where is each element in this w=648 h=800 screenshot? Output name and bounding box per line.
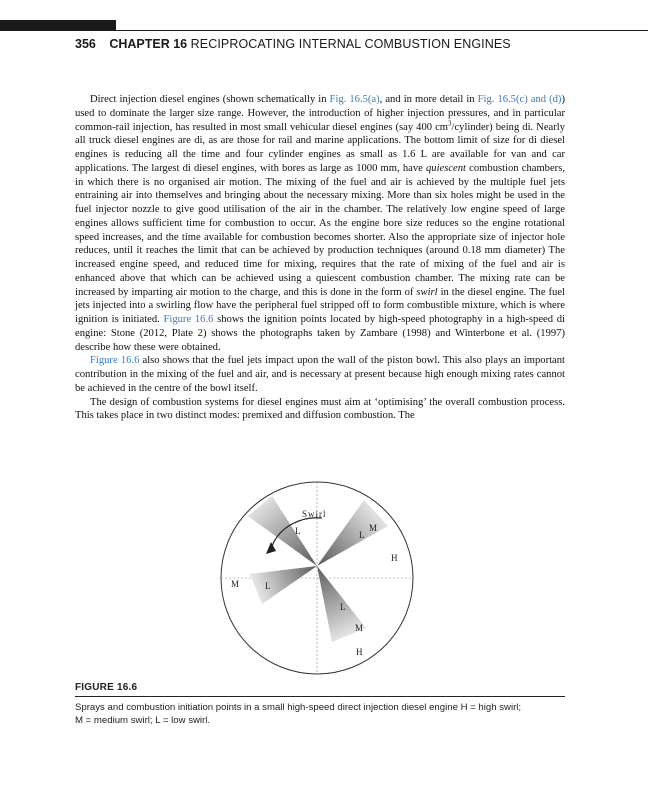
point-upper-right-M: M bbox=[369, 523, 378, 533]
paragraph-2 bbox=[75, 354, 565, 395]
text-run: combustion chambers, in which there is no organised air motion. The mixing of the fuel and air is achieved by the multiple fuel jets entraining air into themselves and bringing about the necessary mixing. More than six holes might be used in the fuel injector nozzle to give good utilisation of the air in the chamber. The relatively low engine speed of large engines allows sufficient time for combustion to occur. As the engine bore size reduces so the engine rotational speed increases, and the time available for combustion becomes shorter. Also the appropriate size of injector hole reduces, until it reaches the limit that can be achieved by production techniques (around 0.18 mm diameter) The increased engine speed, and reduced time for mixing, requires that the rate of mixing of the fuel and air is enhanced above that which can be achieved using a quiescent combustion chamber. The mixing rate can be increased by imparting air motion to the charge, and this is done in the form of bbox=[75, 162, 565, 298]
point-upper-left-L: L bbox=[295, 526, 301, 536]
text-run: shows the ignition points located by high-speed photography in a high-speed di engine: Stone (2012, Plate 2) shows the photographs taken by Zambare (1998) and Winterbone et al. (1997) describe how these were obtained. bbox=[75, 314, 565, 353]
point-lower-L: L bbox=[340, 602, 346, 612]
text-run: The design of combustion systems for diesel engines must aim at ‘optimising’ the overall combustion process. This takes place in two distinct modes: premixed and diffusion combustion. The bbox=[75, 396, 565, 422]
text-run: ) used to dominate the larger size range. However, the introduction of higher injection pressures, and in particular common-rail injection, has resulted in most small vehicular diesel engines (say 400 cm bbox=[75, 94, 565, 133]
spray-left bbox=[250, 566, 317, 604]
emphasis-swirl: swirl bbox=[416, 286, 438, 298]
spray-upper-right bbox=[317, 500, 388, 566]
text-run: Direct injection diesel engines (shown schematically in bbox=[90, 94, 330, 105]
chapter-title: RECIPROCATING INTERNAL COMBUSTION ENGINES bbox=[190, 37, 511, 51]
point-left-M: M bbox=[231, 579, 240, 589]
body-text bbox=[75, 93, 565, 423]
chapter-label: CHAPTER 16 bbox=[109, 37, 188, 51]
page-number: 356 bbox=[75, 37, 96, 51]
paragraph-1 bbox=[75, 93, 565, 354]
point-lower-M: M bbox=[355, 623, 364, 633]
superscript: 3 bbox=[448, 118, 452, 127]
text-run: in the diesel engine. The fuel jets injected into a swirling flow have the peripheral fuel stripped off to form combustible mixture, which is where ignition is initiated. bbox=[75, 286, 566, 325]
point-left-L: L bbox=[265, 581, 271, 591]
fig-16-5cd-link[interactable]: Fig. 16.5(c) and (d) bbox=[477, 94, 562, 105]
figure-label: FIGURE 16.6 bbox=[75, 682, 138, 693]
header-rule bbox=[116, 30, 648, 31]
figure-diagram bbox=[210, 480, 428, 678]
point-upper-right-L: L bbox=[359, 530, 365, 540]
text-run: also shows that the fuel jets impact upon the wall of the piston bowl. This also plays an important contribution in the mixing of the fuel and air, and is necessary at present because high enough mixing rates cannot be achieved in the centre of the bowl itself. bbox=[75, 355, 565, 394]
emphasis-quiescent: quiescent bbox=[425, 162, 466, 174]
caption-rule bbox=[75, 696, 565, 697]
text-run: /cylinder) being di. Nearly all truck diesel engines are di, as are those for rail and marine applications. The bottom limit of size for di diesel engines is reducing all the time and four cylinder engines as small as 1.6 L are available for van and car applications. The largest di diesel engines, with bores as large as 1000 mm, have bbox=[75, 121, 566, 174]
point-lower-H: H bbox=[356, 647, 363, 657]
caption-line-1: Sprays and combustion initiation points in a small high-speed direct injection diesel engine H = high swirl; bbox=[75, 702, 522, 713]
figure-caption bbox=[75, 682, 565, 727]
fig-16-5a-link[interactable]: Fig. 16.5(a) bbox=[329, 94, 380, 105]
text-run: , and in more detail in bbox=[379, 94, 478, 105]
point-right-H: H bbox=[391, 553, 398, 563]
paragraph-3 bbox=[75, 396, 565, 424]
running-head bbox=[75, 37, 511, 51]
caption-line-2: M = medium swirl; L = low swirl. bbox=[75, 715, 211, 726]
figure-16-6 bbox=[210, 480, 428, 678]
swirl-arrowhead-icon bbox=[266, 542, 276, 554]
fig-16-6-link[interactable]: Figure 16.6 bbox=[163, 314, 214, 325]
swirl-label: Swirl bbox=[302, 509, 327, 519]
header-bar bbox=[0, 20, 116, 31]
fig-16-6-link[interactable]: Figure 16.6 bbox=[90, 355, 140, 367]
